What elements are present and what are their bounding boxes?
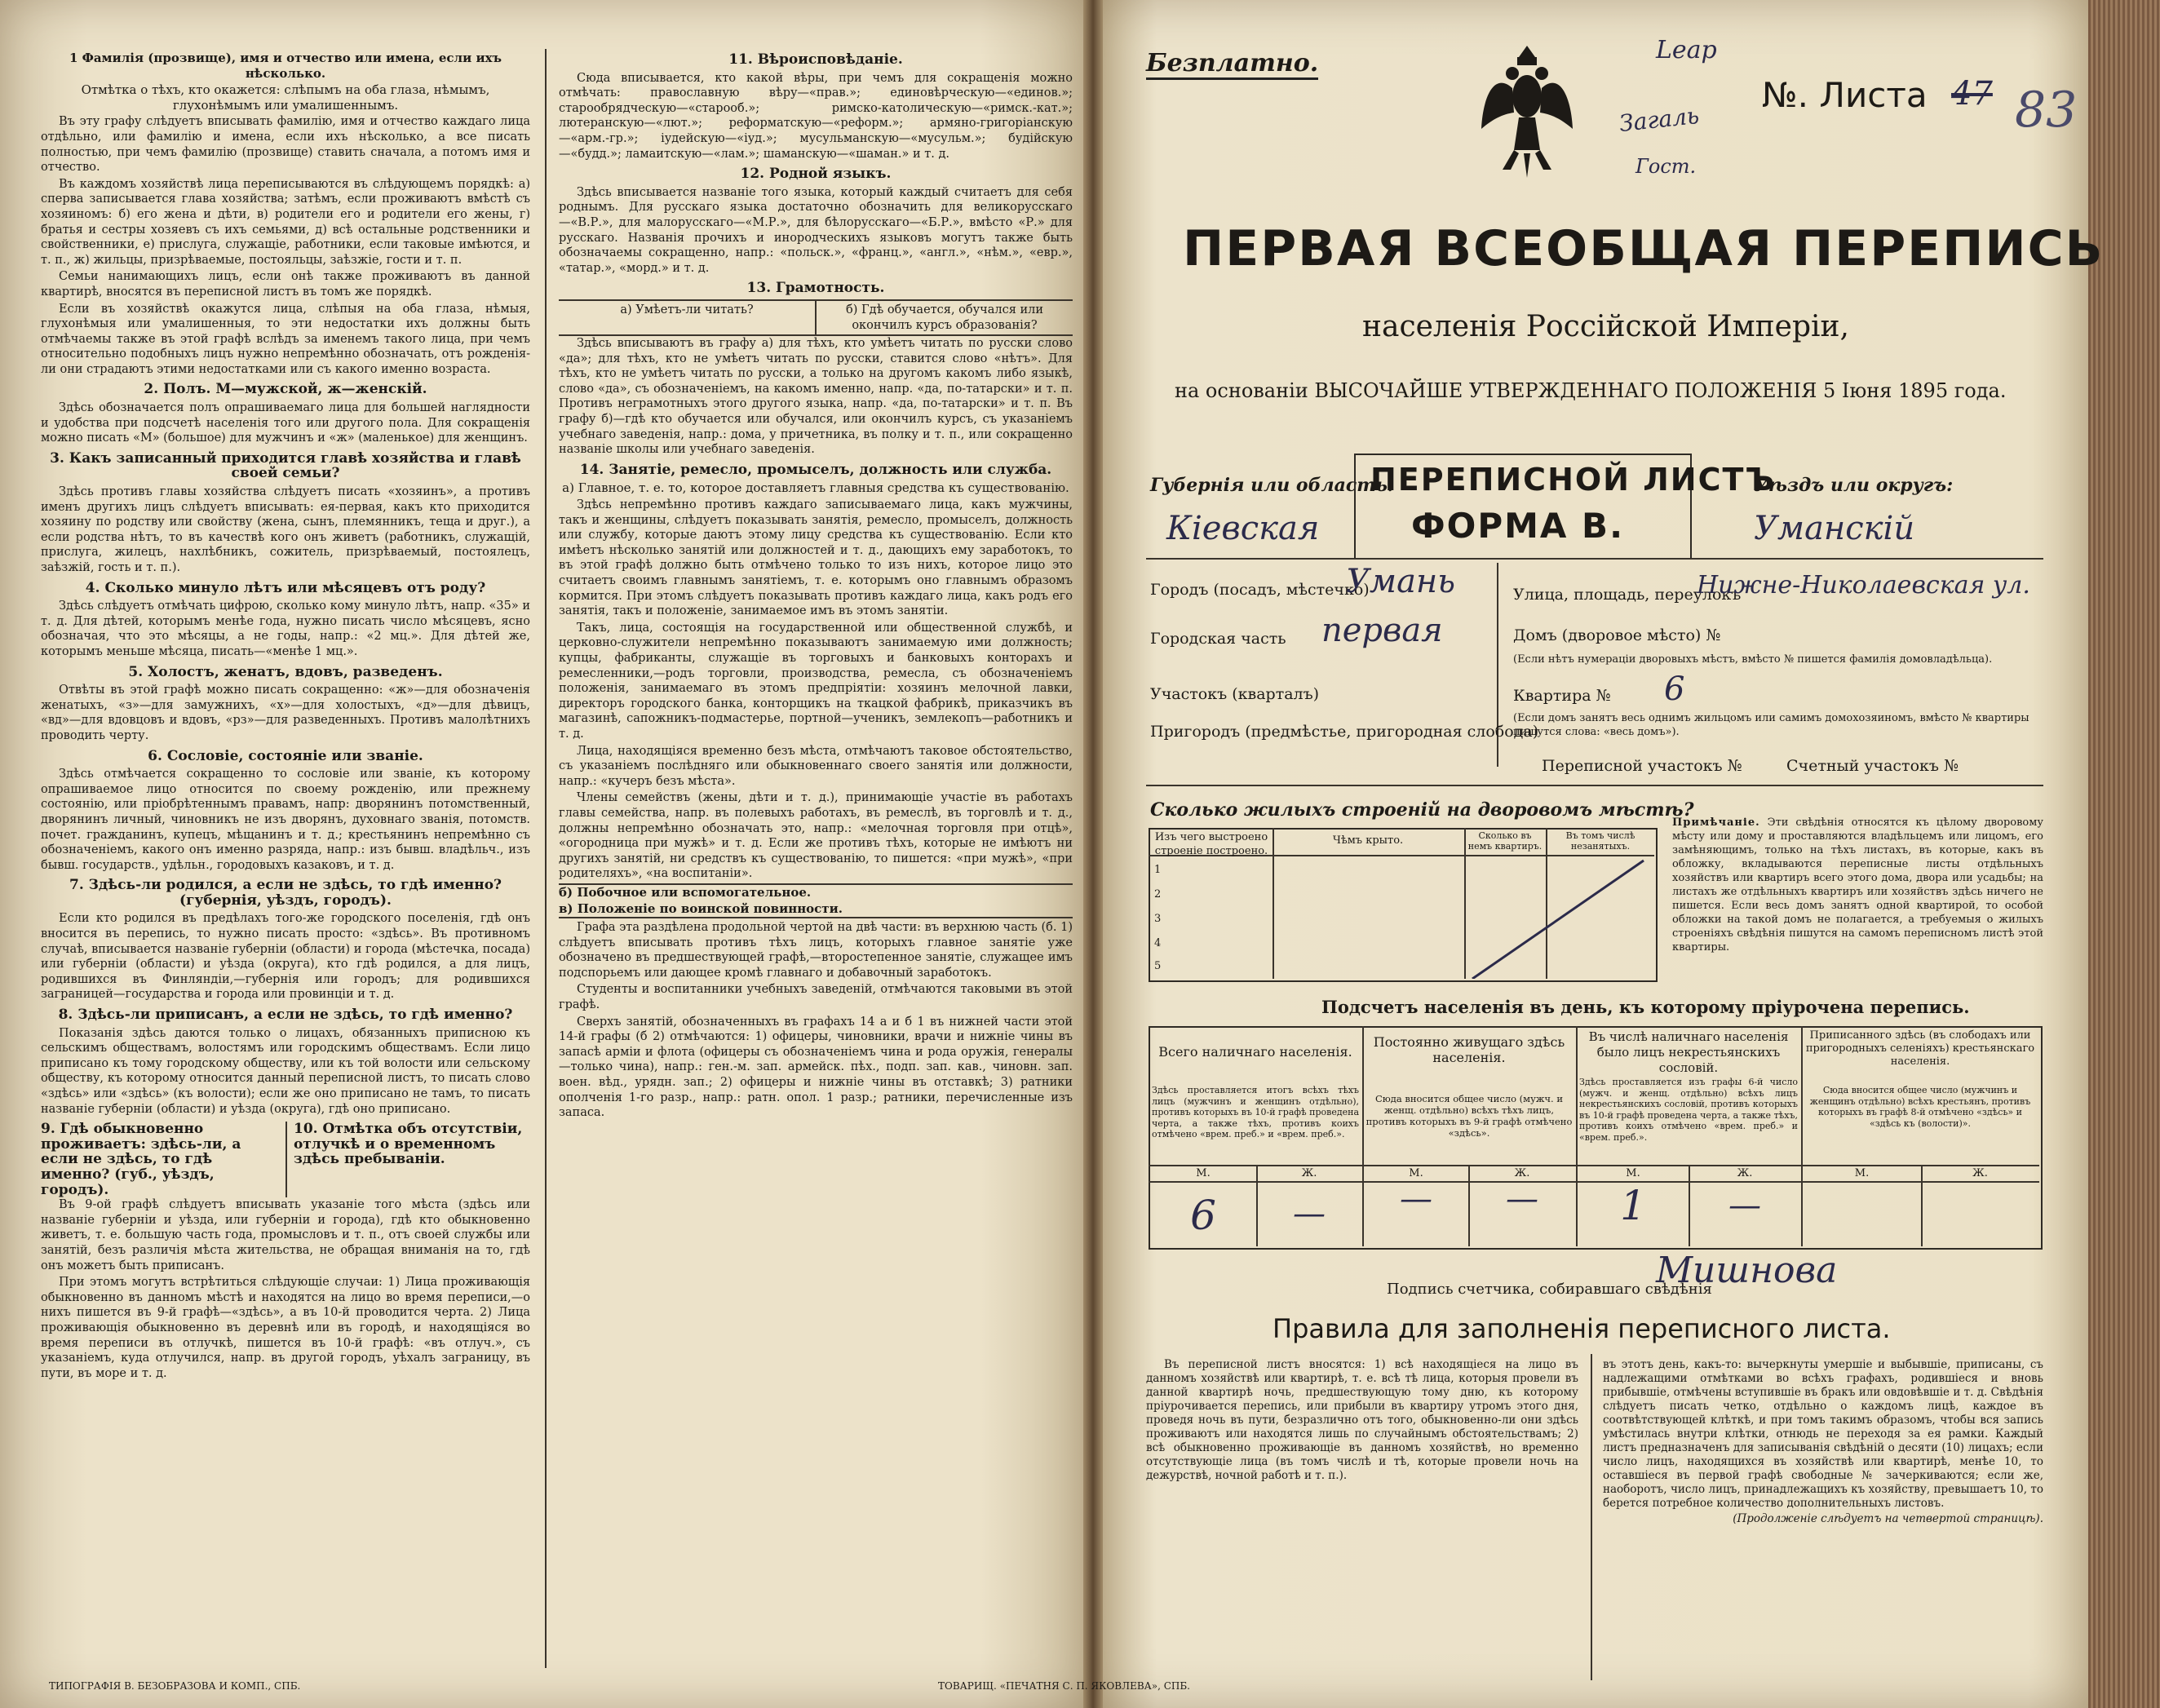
buildings-row-5: 5 <box>1154 960 1162 972</box>
signature-value: Мишнова <box>1656 1250 1838 1291</box>
rules-text-1: Въ переписной листъ вносятся: 1) всѣ находящіеся на лицо въ данномъ хозяйствѣ или квартирѣ, т. е. всѣ тѣ лица, которыя провели въ данной квартирѣ ночь, предшествующую тому дню, къ которому пріурочивается перепись, или прибыли въ квартиру утромъ этого дня, проведя ночь въ пути, безразлично отъ того, обыкновенно-ли они здѣсь проживаютъ или находятся лишь по случайнымъ обстоятельствамъ; 2) всѣ обыкновенно проживающіе въ данномъ хозяйствѣ, но временно отсутствующіе лица (въ томъ числѣ и тѣ, которые провели ночь на дежурствѣ, ночной работѣ и т. п.). <box>1146 1358 1578 1482</box>
district-label: Участокъ (кварталъ) <box>1150 685 1320 703</box>
section-14-text-f: Студенты и воспитанники учебныхъ заведеній, отмѣчаются таковыми въ этой графѣ. <box>559 983 1073 1012</box>
census-basis: на основаніи ВЫСОЧАЙШЕ УТВЕРЖДЕННАГО ПОЛОЖЕНІЯ 5 Іюня 1895 года. <box>1175 379 2007 402</box>
left-footer-typography: ТОВАРИЩ. «ПЕЧАТНЯ С. П. ЯКОВЛЕВА», СПБ. <box>938 1680 1190 1692</box>
col1-male-label: М. <box>1196 1167 1211 1179</box>
section-8-text: Показанія здѣсь даются только о лицахъ, обязанныхъ приписною къ сельскимъ обществамъ, волостямъ или городскимъ обществамъ. Если лицо приписано къ тому городскому обществу, или къ той волости или сельскому обществу, къ которому относится данный переписной листъ, то писать слово «здѣсь» или «здѣсь» (къ волости); если же оно приписано не тамъ, то писать названіе губерніи (области) и уѣзда (округа), гдѣ оно приписано. <box>41 1026 530 1116</box>
section-13-heading: 13. Грамотность. <box>746 280 885 297</box>
section-5-text: Отвѣты въ этой графѣ можно писать сокращенно: «ж»—для обозначенія женатыхъ, «з»—для замужнихъ, «х»—для холостыхъ, «д»—для дѣвицъ, «вд»—для вдовцовъ и вдовъ, «рз»—для разведенныхъ. Противъ малолѣтнихъ проводить черту. <box>41 684 530 742</box>
section-3-text: Здѣсь противъ главы хозяйства слѣдуетъ писать «хозяинъ», а противъ именъ другихъ лицъ слѣдуетъ вписывать: ея-первая, какъ кто приходится хозяину по родству или свойству (жена, сынъ, племянникъ, теща и друг.), а если родства нѣтъ, то въ качествѣ кого онъ живетъ (работникъ, служащій, прислуга, жилецъ, нахлѣбникъ, сожитель, призрѣваемый, постоялецъ, заѣзжій, гость и т. п.). <box>41 485 530 574</box>
uezd-value: Уманскій <box>1754 510 1915 547</box>
buildings-row-4: 4 <box>1154 937 1162 949</box>
handwritten-note-left: Загаль <box>1618 101 1701 138</box>
gubernia-label: Губернія или область: <box>1150 475 1395 496</box>
rules-column-1 <box>1146 1358 1578 1485</box>
section-4-text: Здѣсь слѣдуетъ отмѣчать цифрою, сколько кому минуло лѣтъ, напр. «35» и т. д. Для дѣтей, которымъ менѣе года, нужно писать число мѣсяцевъ, ясно обозначая, что это мѣсяцы, а не годы, напр.: «2 мц.». Для дѣтей же, которымъ меньше мѣсяца, писать—«менѣе 1 мц.». <box>41 600 530 658</box>
house-note: (Если нѣтъ нумераціи дворовыхъ мѣстъ, вмѣсто № пишется фамилія домовладѣльца). <box>1513 653 1993 666</box>
section-8-heading: 8. Здѣсь-ли приписанъ, а если не здѣсь, то гдѣ именно? <box>58 1007 513 1024</box>
house-label: Домъ (дворовое мѣсто) № <box>1513 626 1721 644</box>
buildings-row-3: 3 <box>1154 913 1162 925</box>
col4-female-label: Ж. <box>1972 1167 1988 1179</box>
left-footer-printer: ТИПОГРАФІЯ В. БЕЗОБРАЗОВА И КОМП., СПБ. <box>49 1680 301 1692</box>
section-3-heading: 3. Какъ записанный приходится главѣ хозяйства и главѣ своей семьи? <box>50 449 521 482</box>
count-desc-peasant: Сюда вносится общее число (мужчинъ и женщинъ отдѣльно) всѣхъ крестьянъ, противъ которыхъ въ графѣ 8-й отмѣчено «здѣсь» и «здѣсь къ (волости)». <box>1809 1085 2031 1129</box>
section-9-text: Въ 9-ой графѣ слѣдуетъ вписывать указаніе того мѣста (здѣсь или названіе губерніи и уѣзда, или губерніи и города), гдѣ кто обыкновенно живетъ, т. е. большую часть года, промысловъ и т. п., отъ своей службы или занятій, безъ различія мѣста жительства, не обращая вниманія на то, гдѣ онъ можетъ быть приписанъ. <box>41 1198 530 1272</box>
sheet-number-struck: 47 <box>1951 75 1993 113</box>
section-12-text: Здѣсь вписывается названіе того языка, который каждый считаетъ для себя роднымъ. Для русскаго языка достаточно обозначить для великорусскаго—«В.Р.», для малорусскаго—«М.Р.», для бѣлорусскаго—«Б.Р.», вмѣсто «Р.» для русскаго. Названія прочихъ и инородческихъ языковъ могутъ также быть обозначаемы сокращенно, напр.: «польск.», «франц.», «англ.», «нѣм.», «евр.», «татар.», «морд.» и т. д. <box>559 185 1073 275</box>
gubernia-value: Кіевская <box>1166 510 1320 547</box>
section-2-heading: 2. Полъ. М—мужской, ж—женскій. <box>144 381 427 398</box>
col4-male-label: М. <box>1854 1167 1870 1179</box>
section-14-heading: 14. Занятіе, ремесло, промыселъ, должность или служба. <box>579 461 1052 478</box>
section-13a-heading: а) Умѣетъ-ли читать? <box>620 303 754 316</box>
apartment-label: Квартира № <box>1513 687 1611 705</box>
note-text: Эти свѣдѣнія относятся къ цѣлому дворовому мѣсту или дому и проставляются владѣльцемъ или лицомъ, его замѣняющимъ, только на тѣхъ листахъ, въ которые, какъ въ обложку, вкладываются переписные листы отдѣльныхъ хозяйствъ или квартиръ всего этого дома, двора или усадьбы; на листахъ же отдѣльныхъ квартиръ или хозяйствъ здѣсь ничего не пишется. Если весь домъ занятъ одной квартирой, то особой обложки на такой домъ не полагается, а требуемыя о жилыхъ строеніяхъ свѣдѣнія пишутся на самомъ переписномъ листѣ этой квартиры. <box>1672 816 2043 954</box>
section-10-text: При этомъ могутъ встрѣтиться слѣдующіе случаи: 1) Лица проживающія обыкновенно въ данномъ мѣстѣ и находятся на лицо во время переписи,—о нихъ пишется въ 9-й графѣ—«здѣсь», а въ 10-й проводится черта. 2) Лица проживающія обыкновенно въ деревнѣ или въ городѣ, и находящіяся во время переписи въ отлучкѣ, пишется въ 10-й графѣ: «въ отлуч.», съ указаніемъ, куда отлучился, напр. въ другой городъ, уѣхалъ заграницу, въ пути, въ море и т. д. <box>41 1276 530 1380</box>
section-13-text: Здѣсь вписываютъ въ графу а) для тѣхъ, кто умѣетъ читать по русски слово «да»; для тѣхъ, кто не умѣетъ читать по русски, ставится слово «нѣтъ». Для тѣхъ, кто не умѣетъ читать по русски, а только на другомъ какомъ либо языкѣ, слово «да», съ обозначеніемъ, на какомъ именно, напр. «да, по-татарски» и т. п. Противъ неграмотныхъ этого другого языка, напр. «да, по-татарски» и т. п. Въ графу б)—гдѣ кто обучается или обучался, или окончилъ курсъ, съ указаніемъ учебнаго заведенія, напр.: дома, у причетника, въ полку и т. п., или сокращенно названіе школы или учебнаго заведенія. <box>559 337 1073 457</box>
count-header-peasant: Приписанного здѣсь (въ слободахъ или пригородныхъ селеніяхъ) крестьянскаго населенія. <box>1805 1029 2035 1068</box>
city-label: Городъ (посадъ, мѣстечко) <box>1150 581 1370 599</box>
buildings-strike-line <box>1464 856 1654 979</box>
buildings-row-1: 1 <box>1154 864 1162 876</box>
buildings-note <box>1672 816 2043 954</box>
permanent-female-value: — <box>1506 1180 1538 1218</box>
section-9-heading: 9. Гдѣ обыкновенно проживаетъ: здѣсь-ли, а если не здѣсь, то гдѣ именно? (губ., уѣздъ, городъ). <box>41 1121 241 1198</box>
left-column-1 <box>41 51 530 1383</box>
form-letter: ФОРМА В. <box>1411 506 1625 546</box>
col2-male-label: М. <box>1409 1167 1423 1179</box>
city-part-value: первая <box>1321 612 1443 649</box>
section-10-heading: 10. Отмѣтка объ отсутствіи, отлучкѣ и о временномъ здѣсь пребываніи. <box>285 1122 530 1197</box>
population-count-title: Подсчетъ населенія въ день, къ которому пріурочена перепись. <box>1321 997 1970 1017</box>
non-peasant-male-value: 1 <box>1620 1182 1646 1229</box>
count-header-total: Всего наличнаго населенія. <box>1158 1044 1352 1060</box>
suburb-label: Пригородъ (предмѣстье, пригородная слобода) <box>1150 723 1539 741</box>
section-14c-heading: в) Положеніе по воинской повинности. <box>559 901 1073 918</box>
section-14-text-g: Сверхъ занятій, обозначенныхъ въ графахъ 14 а и б 1 въ нижней части этой 14-й графы (б 2) отмѣчаются: 1) офицеры, чиновники, врачи и нижніе чины въ запасѣ арміи и флота (офицеры съ обозначеніемъ чина и рода оружія, генералы—только чина), напр.: ген.-м. зап. армейск. пѣх., подп. зап. кав., чиновн. зап. воен. вѣд., урядн. зап.; 2) офицеры и нижніе чины въ отставкѣ; 3) ратники ополченія 1-го разр., напр.: ратн. опол. 1 разр.; ратники, перечисленные изъ запаса. <box>559 1015 1073 1120</box>
section-11-text: Сюда вписывается, кто какой вѣры, при чемъ для сокращенія можно отмѣчать: православную вѣру—«прав.»; единовѣрческую—«единов.»; старообрядческую—«старооб.»; римско-католическую—«римск.-кат.»; лютеранскую—«лют.»; реформатскую—«реформ.»; армяно-григоріанскую—«арм.-гр.»; іудейскую—«іуд.»; мусульманскую—«мусульм.»; будійскую—«будд.»; ламаитскую—«лам.»; шаманскую—«шаман.» и т. д. <box>559 71 1073 161</box>
header-divider <box>1146 558 2043 560</box>
uezd-label: Уѣздъ или округъ: <box>1754 475 1954 496</box>
buildings-col-vacant: Въ томъ числѣ незанятыхъ. <box>1565 830 1635 852</box>
section-14-text-e: Графа эта раздѣлена продольной чертой на двѣ части: въ верхнюю часть (б. 1) слѣдуетъ вписывать противъ тѣхъ лицъ, которыхъ главное занятіе уже обозначено въ предшествующей графѣ,—второстепенное занятіе, служащее имъ подспорьемъ или дающее кромѣ главнаго и добавочный заработокъ. <box>559 921 1073 980</box>
section-6-text: Здѣсь отмѣчается сокращенно то сословіе или званіе, къ которому опрашиваемое лицо относится по своему рожденію, или прежнему состоянію, или пріобрѣтеннымъ правамъ, напр: дворянинъ потомственный, дворянинъ личный, чиновникъ не изъ дворянъ, духовнаго званія, потомств. почет. гражданинъ, купецъ, мѣщанинъ и т. д.; крестьянинъ непремѣнно съ обозначеніемъ, какого онъ именно разряда, напр.: изъ бывш. владѣльч., изъ бывш. государств., удѣльн., городовыхъ казаковъ, и т. д. <box>41 768 530 872</box>
form-title: ПЕРЕПИСНОЙ ЛИСТЪ <box>1370 462 1777 498</box>
street-label: Улица, площадь, переулокъ <box>1513 586 1742 604</box>
handwritten-note-left2: Гост. <box>1635 155 1697 178</box>
section-2-text: Здѣсь обозначается полъ опрашиваемаго лица для большей наглядности и удобства при подсчетѣ населенія того или другого пола. Для сокращенія можно писать «М» (большое) для мужчинъ и «ж» (маленькое) для женщинъ. <box>41 401 530 445</box>
book-spine <box>1083 0 1103 1708</box>
apartment-note: (Если домъ занятъ весь однимъ жильцомъ или самимъ домохозяиномъ, вмѣсто № квартиры пишутся слова: «весь домъ»). <box>1513 712 2029 738</box>
count-district-label: Счетный участокъ № <box>1786 757 1959 775</box>
count-header-non-peasant: Въ числѣ наличнаго населенія было лицъ некрестьянскихъ сословій. <box>1588 1029 1789 1075</box>
section-11-heading: 11. Вѣроисповѣданіе. <box>728 51 903 68</box>
rules-continued: (Продолженіе слѣдуетъ на четвертой страницѣ). <box>1733 1512 2043 1525</box>
count-desc-total: Здѣсь проставляется итогъ всѣхъ тѣхъ лицъ (мужчинъ и женщинъ отдѣльно), противъ которыхъ въ 10-й графѣ проведена черта, а также тѣхъ, противъ коихъ отмѣчено «врем. преб.» и «врем. преб.». <box>1152 1085 1360 1139</box>
section-1-para1: Въ эту графу слѣдуетъ вписывать фамилію, имя и отчество каждаго лица отдѣльно, или фамилію и имена, если ихъ нѣсколько, а все писать полностью, при чемъ фамилію (прозвище) ставить сначала, а потомъ имя и отчество. <box>41 115 530 175</box>
column-divider <box>545 49 547 1668</box>
sheet-number-handwritten: 83 <box>2015 82 2078 139</box>
section-12-heading: 12. Родной языкъ. <box>740 166 892 183</box>
signature-label: Подпись счетчика, собиравшаго свѣдѣнія <box>1387 1281 1712 1298</box>
permanent-male-value: — <box>1400 1180 1432 1218</box>
count-desc-permanent: Сюда вносится общее число (мужч. и женщ. отдѣльно) всѣхъ тѣхъ лицъ, противъ которыхъ въ 9-й графѣ отмѣчено «здѣсь». <box>1365 1093 1573 1139</box>
left-column-2 <box>559 47 1073 1122</box>
street-value: Нижне-Николаевская ул. <box>1697 571 2030 600</box>
city-part-label: Городская часть <box>1150 630 1286 648</box>
section-4-heading: 4. Сколько минуло лѣтъ или мѣсяцевъ отъ роду? <box>85 579 486 596</box>
section-14-text: Здѣсь непремѣнно противъ каждаго записываемаго лица, какъ мужчины, такъ и женщины, слѣдуетъ показывать занятія, ремесло, промыселъ, должность или службу, которые даютъ этому лицу средства къ существованію. Если кто имѣетъ нѣсколько занятій или должностей и т. д., дающихъ ему заработокъ, то въ этой графѣ должно быть отмѣчено только то изъ нихъ, которое лицо это считаетъ своимъ главнымъ занятіемъ, т. е. которымъ оно главнымъ образомъ кормится. При этомъ слѣдуетъ показывать противъ каждаго лица, какъ родъ его занятія, такъ и положеніе, занимаемое имъ въ этомъ занятіи. <box>559 498 1073 618</box>
section-1-para2: Въ каждомъ хозяйствѣ лица переписываются въ слѣдующемъ порядкѣ: а) сперва записывается глава хозяйства; затѣмъ, если проживаютъ вмѣстѣ съ хозяиномъ: б) его жена и дѣти, в) родители его и родители его жены, г) братья и сестры хозяевъ съ ихъ семьями, д) всѣ остальные родственники и свойственники, е) прислуга, служащіе, работники, если таковые имѣются, и т. п., ж) жильцы, призрѣваемые, постояльцы, заѣзжіе, гости и т. п. <box>41 177 530 267</box>
section-14-text-d: Члены семействъ (жены, дѣти и т. д.), принимающіе участіе въ работахъ главы семейства, напр. въ полевыхъ работахъ, въ ремеслѣ, въ торговлѣ и т. д., должны непремѣнно обозначать это, напр.: «мелочная торговля при отцѣ», «огородница при мужѣ» и т. д. Если же противъ тѣхъ, которые не имѣютъ ни другихъ занятій, ни средствъ къ существованію, то пишется: «при мужѣ», «при родителяхъ», «на воспитаніи». <box>559 791 1073 881</box>
section-7-heading: 7. Здѣсь-ли родился, а если не здѣсь, то гдѣ именно? (губернія, уѣздъ, городъ). <box>69 877 502 909</box>
address-bottom-divider <box>1146 785 2043 786</box>
section-14b-heading: б) Побочное или вспомогательное. <box>559 883 1073 900</box>
buildings-col-material: Изъ чего выстроено строеніе построено. <box>1154 831 1268 857</box>
section-6-heading: 6. Сословіе, состояніе или званіе. <box>148 747 423 764</box>
section-7-text: Если кто родился въ предѣлахъ того-же городского поселенія, гдѣ онъ вносится въ перепись, то нужно писать просто: «здѣсь». Въ противномъ случаѣ, вписывается названіе губерніи (области) и города (мѣстечка, посада) или губерніи (области) и уѣзда (округа), кто гдѣ родился, а для лицъ, родившихся въ Финляндіи,—губернія или городъ; для родившихся заграницей—государства и города или провинціи и т. д. <box>41 912 530 1002</box>
section-1-note: Отмѣтка о тѣхъ, кто окажется: слѣпымъ на оба глаза, нѣмымъ, глухонѣмымъ или умалишеннымъ. <box>81 82 490 113</box>
imperial-eagle-icon <box>1478 39 1576 186</box>
section-1-para4: Если въ хозяйствѣ окажутся лица, слѣпыя на оба глаза, нѣмыя, глухонѣмыя или умалишенныя, то эти недостатки ихъ должны быть отмѣчаемы также въ этой графѣ вслѣдъ за именемъ такого лица, при чемъ относительно подобныхъ лицъ нужно непремѣнно обозначать, отъ рожденія-ли они страдаютъ этими недостатками или съ какого именно возраста. <box>41 302 530 376</box>
city-value: Умань <box>1346 563 1456 600</box>
col2-female-label: Ж. <box>1514 1167 1530 1179</box>
buildings-row-2: 2 <box>1154 888 1162 900</box>
count-desc-non-peasant: Здѣсь проставляется изъ графы 6-й число (мужч. и женщ. отдѣльно) всѣхъ лицъ некрестьянскихъ сословій, противъ которыхъ въ 10-й графѣ проведена черта, а также тѣхъ, противъ коихъ отмѣчено «врем. преб.» и «врем. преб.». <box>1579 1077 1798 1143</box>
census-district-label: Переписной участокъ № <box>1542 757 1742 775</box>
total-female-value: — <box>1293 1195 1326 1232</box>
census-title: ПЕРВАЯ ВСЕОБЩАЯ ПЕРЕПИСЬ <box>1183 220 2105 277</box>
rules-text-2: въ этотъ день, какъ-то: вычеркнуты умершіе и выбывшіе, приписаны, съ надлежащими отмѣтками во всѣхъ графахъ, родившіеся и вновь прибывшіе, отмѣчены вступившіе въ бракъ или овдовѣвшіе и т. д. Свѣдѣнія слѣдуетъ писать четко, отдѣльно о каждомъ лицѣ, каждое въ соотвѣтствующей клѣткѣ, и при томъ такимъ образомъ, чтобы вся запись умѣстилась внутри клѣтки, отнюдь не переходя за ея рамки. Каждый листъ предназначенъ для записыванія свѣдѣній о десяти (10) лицахъ; если число лицъ, находящихся въ хозяйствѣ или квартирѣ, менѣе 10, то оставшіеся въ первой графѣ свободные № зачеркиваются; если же, наоборотъ, число лицъ, принадлежащихъ къ хозяйству, превышаетъ 10, то берется потребное количество дополнительныхъ листовъ. <box>1603 1358 2043 1510</box>
section-13b-heading: б) Гдѣ обучается, обучался или окончилъ курсъ образованія? <box>815 301 1073 334</box>
col3-male-label: М. <box>1626 1167 1640 1179</box>
census-subtitle: населенія Россійской Имперіи, <box>1362 310 1849 343</box>
buildings-col-roof: Чѣмъ крыто. <box>1332 834 1404 847</box>
col3-female-label: Ж. <box>1737 1167 1753 1179</box>
rules-column-2 <box>1603 1358 2043 1528</box>
section-14a-heading: а) Главное, т. е. то, которое доставляетъ главныя средства къ существованію. <box>562 480 1069 496</box>
free-label: Безплатно. <box>1146 49 1318 80</box>
section-1-heading: 1 Фамилія (прозвище), имя и отчество или имена, если ихъ нѣсколько. <box>69 51 502 81</box>
section-14-text-c: Лица, находящіяся временно безъ мѣста, отмѣчаютъ таковое обстоятельство, съ указаніемъ послѣдняго или обыкновеннаго своего занятія или должности, напр.: «кучеръ безъ мѣста». <box>559 744 1073 788</box>
buildings-col-apartments: Сколько въ немъ квартиръ. <box>1467 830 1543 852</box>
sheet-number-label: №. Листа <box>1762 75 1928 115</box>
count-header-permanent: Постоянно живущаго здѣсь населенія. <box>1373 1034 1565 1065</box>
non-peasant-female-value: — <box>1728 1187 1761 1224</box>
handwritten-note-top: Leap <box>1656 36 1717 64</box>
col1-female-label: Ж. <box>1301 1167 1317 1179</box>
total-male-value: 6 <box>1190 1192 1216 1239</box>
section-5-heading: 5. Холостъ, женатъ, вдовъ, разведенъ. <box>128 663 443 680</box>
rules-title: Правила для заполненія переписного листа. <box>1273 1313 1891 1344</box>
note-title: Примѣчаніе. <box>1672 816 1760 829</box>
section-1-para3: Семьи нанимающихъ лицъ, если онѣ также проживаютъ въ данной квартирѣ, вносятся въ переписной листъ въ томъ же порядкѣ. <box>41 270 530 299</box>
buildings-question: Сколько жилыхъ строеній на дворовомъ мѣстѣ? <box>1150 799 1694 821</box>
section-14-text-b: Такъ, лица, состоящія на государственной или общественной службѣ, и церковно-служители непремѣнно показываютъ занимаемую ими должность; купцы, фабриканты, служащіе въ торговыхъ и банковыхъ конторахъ и ремесленники,—родъ торговли, производства, ремесла, съ обозначеніемъ положенія, занимаемаго въ этомъ предпріятіи: хозяинъ мелочной лавки, директоръ городского банка, конторщикъ на ткацкой фабрикѣ, приказчикъ въ магазинѣ, сапожникъ-подмастерье, портной—ученикъ, землекопъ—работникъ и т. д. <box>559 621 1073 741</box>
apartment-value: 6 <box>1664 670 1685 708</box>
